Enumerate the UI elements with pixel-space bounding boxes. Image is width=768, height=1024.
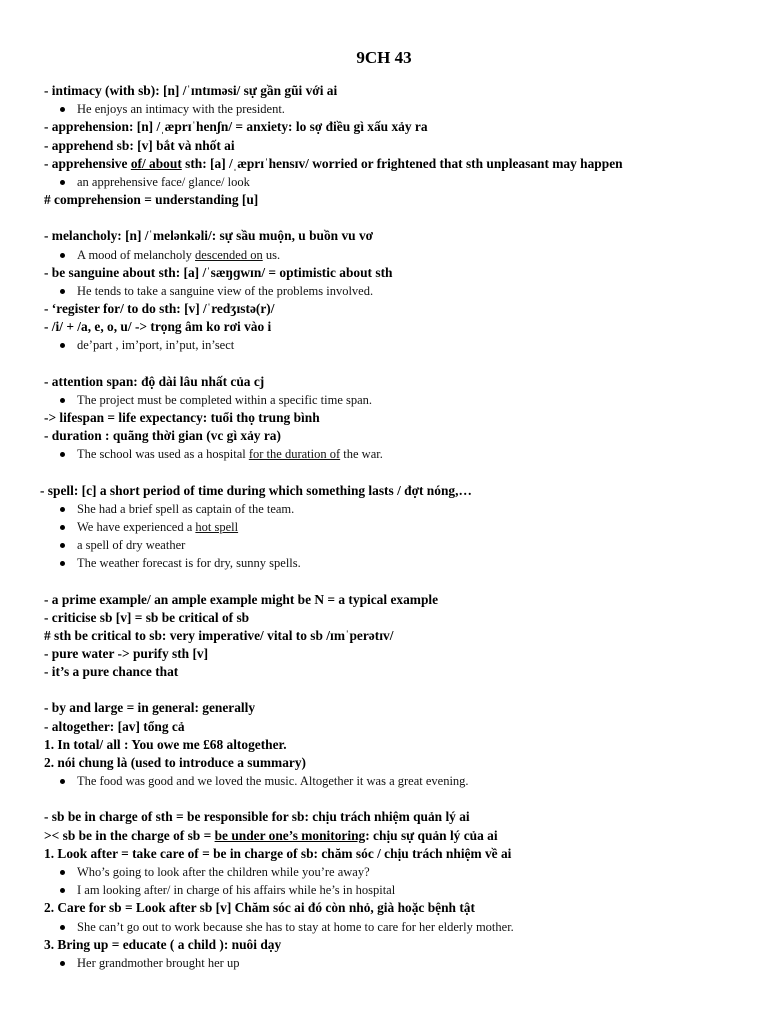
entry-comprehension: # comprehension = understanding [u] bbox=[44, 192, 259, 208]
example-melancholy: A mood of melancholy descended on us. bbox=[44, 246, 748, 264]
page-title: 9CH 43 bbox=[356, 48, 412, 67]
example-duration: The school was used as a hospital for the duration of the war. bbox=[44, 445, 748, 463]
entry-pure-chance: - it’s a pure chance that bbox=[44, 664, 179, 680]
entry-critical: # sth be critical to sb: very imperative/ vital to sb /ɪmˈperətɪv/ bbox=[44, 627, 394, 643]
entry-in-charge-of: - sb be in charge of sth = be responsible for sb: chịu trách nhiệm quản lý ai bbox=[44, 809, 470, 825]
entry-duration: - duration : quãng thời gian (vc gì xảy ra) bbox=[44, 428, 281, 444]
entry-intimacy: - intimacy (with sb): [n] /ˈɪntɪməsi/ sự gần gũi với ai bbox=[44, 83, 338, 98]
example-spell-3: a spell of dry weather bbox=[44, 536, 748, 554]
bullet-icon bbox=[60, 253, 65, 258]
example-look-after-1: Who’s going to look after the children while you’re away? bbox=[44, 863, 748, 881]
bullet-icon bbox=[60, 779, 65, 784]
entry-altogether-sense-1: 1. In total/ all : You owe me £68 altogether. bbox=[44, 736, 287, 752]
example-apprehensive: an apprehensive face/ glance/ look bbox=[44, 173, 748, 191]
entry-by-and-large: - by and large = in general: generally bbox=[44, 700, 256, 716]
entry-care-for: 2. Care for sb = Look after sb [v] Chăm sóc ai đó còn nhỏ, già hoặc bệnh tật bbox=[44, 900, 475, 916]
example-spell-1: She had a brief spell as captain of the team. bbox=[44, 500, 748, 518]
entry-register: - ‘register for/ to do sth: [v] /ˈredʒɪstə(r)/ bbox=[44, 301, 275, 317]
example-sanguine: He tends to take a sanguine view of the problems involved. bbox=[44, 282, 748, 300]
bullet-icon bbox=[60, 289, 65, 294]
entry-prime-example: - a prime example/ an ample example might be N = a typical example bbox=[44, 591, 439, 607]
example-spell-4: The weather forecast is for dry, sunny spells. bbox=[44, 554, 748, 572]
entry-purify: - pure water -> purify sth [v] bbox=[44, 646, 209, 662]
bullet-icon bbox=[60, 870, 65, 875]
bullet-icon bbox=[60, 343, 65, 348]
example-spell-2: We have experienced a hot spell bbox=[44, 518, 748, 536]
entry-altogether-sense-2: 2. nói chung là (used to introduce a summary) bbox=[44, 755, 307, 770]
entry-apprehension: - apprehension: [n] /ˌæprɪˈhenʃn/ = anxiety: lo sợ điều gì xấu xảy ra bbox=[44, 119, 428, 135]
example-bring-up: Her grandmother brought her up bbox=[44, 954, 748, 972]
example-stress-rule: de’part , im’port, in’put, in’sect bbox=[44, 336, 748, 354]
bullet-icon bbox=[60, 961, 65, 966]
bullet-icon bbox=[60, 888, 65, 893]
entry-spell: - spell: [c] a short period of time during which something lasts / đợt nóng,… bbox=[40, 482, 472, 498]
entry-lifespan: -> lifespan = life expectancy: tuổi thọ trung bình bbox=[44, 410, 320, 425]
entry-look-after: 1. Look after = take care of = be in charge of sb: chăm sóc / chịu trách nhiệm về ai bbox=[44, 845, 512, 861]
entry-in-the-charge-of: >< sb be in the charge of sb = be under one’s monitoring: chịu sự quản lý của ai bbox=[44, 827, 498, 843]
entry-stress-rule: - /i/ + /a, e, o, u/ -> trọng âm ko rơi vào i bbox=[44, 319, 272, 335]
example-look-after-2: I am looking after/ in charge of his affairs while he’s in hospital bbox=[44, 881, 748, 899]
bullet-icon bbox=[60, 925, 65, 930]
example-care-for: She can’t go out to work because she has to stay at home to care for her elderly mother. bbox=[44, 918, 748, 936]
entry-altogether: - altogether: [av] tổng cả bbox=[44, 718, 185, 734]
entry-melancholy: - melancholy: [n] /ˈmelənkəli/: sự sầu muộn, u buồn vu vơ bbox=[44, 228, 374, 244]
example-intimacy: He enjoys an intimacy with the president. bbox=[44, 100, 748, 118]
example-attention-span: The project must be completed within a specific time span. bbox=[44, 391, 748, 409]
entry-apprehensive: - apprehensive of/ about sth: [a] /ˌæprɪˈhensɪv/ worried or frightened that sth unpleasant may happen bbox=[44, 155, 623, 171]
bullet-icon bbox=[60, 525, 65, 530]
bullet-icon bbox=[60, 452, 65, 457]
entry-criticise: - criticise sb [v] = sb be critical of sb bbox=[44, 609, 250, 625]
bullet-icon bbox=[60, 180, 65, 185]
bullet-icon bbox=[60, 398, 65, 403]
bullet-icon bbox=[60, 561, 65, 566]
bullet-icon bbox=[60, 507, 65, 512]
notes-body bbox=[40, 82, 748, 972]
example-altogether: The food was good and we loved the music. Altogether it was a great evening. bbox=[44, 772, 748, 790]
entry-attention-span: - attention span: độ dài lâu nhất của cj bbox=[44, 373, 265, 389]
bullet-icon bbox=[60, 543, 65, 548]
entry-sanguine: - be sanguine about sth: [a] /ˈsæŋɡwɪn/ = optimistic about sth bbox=[44, 264, 393, 280]
entry-bring-up: 3. Bring up = educate ( a child ): nuôi dạy bbox=[44, 936, 282, 952]
entry-apprehend: - apprehend sb: [v] bắt và nhốt ai bbox=[44, 137, 235, 153]
bullet-icon bbox=[60, 107, 65, 112]
